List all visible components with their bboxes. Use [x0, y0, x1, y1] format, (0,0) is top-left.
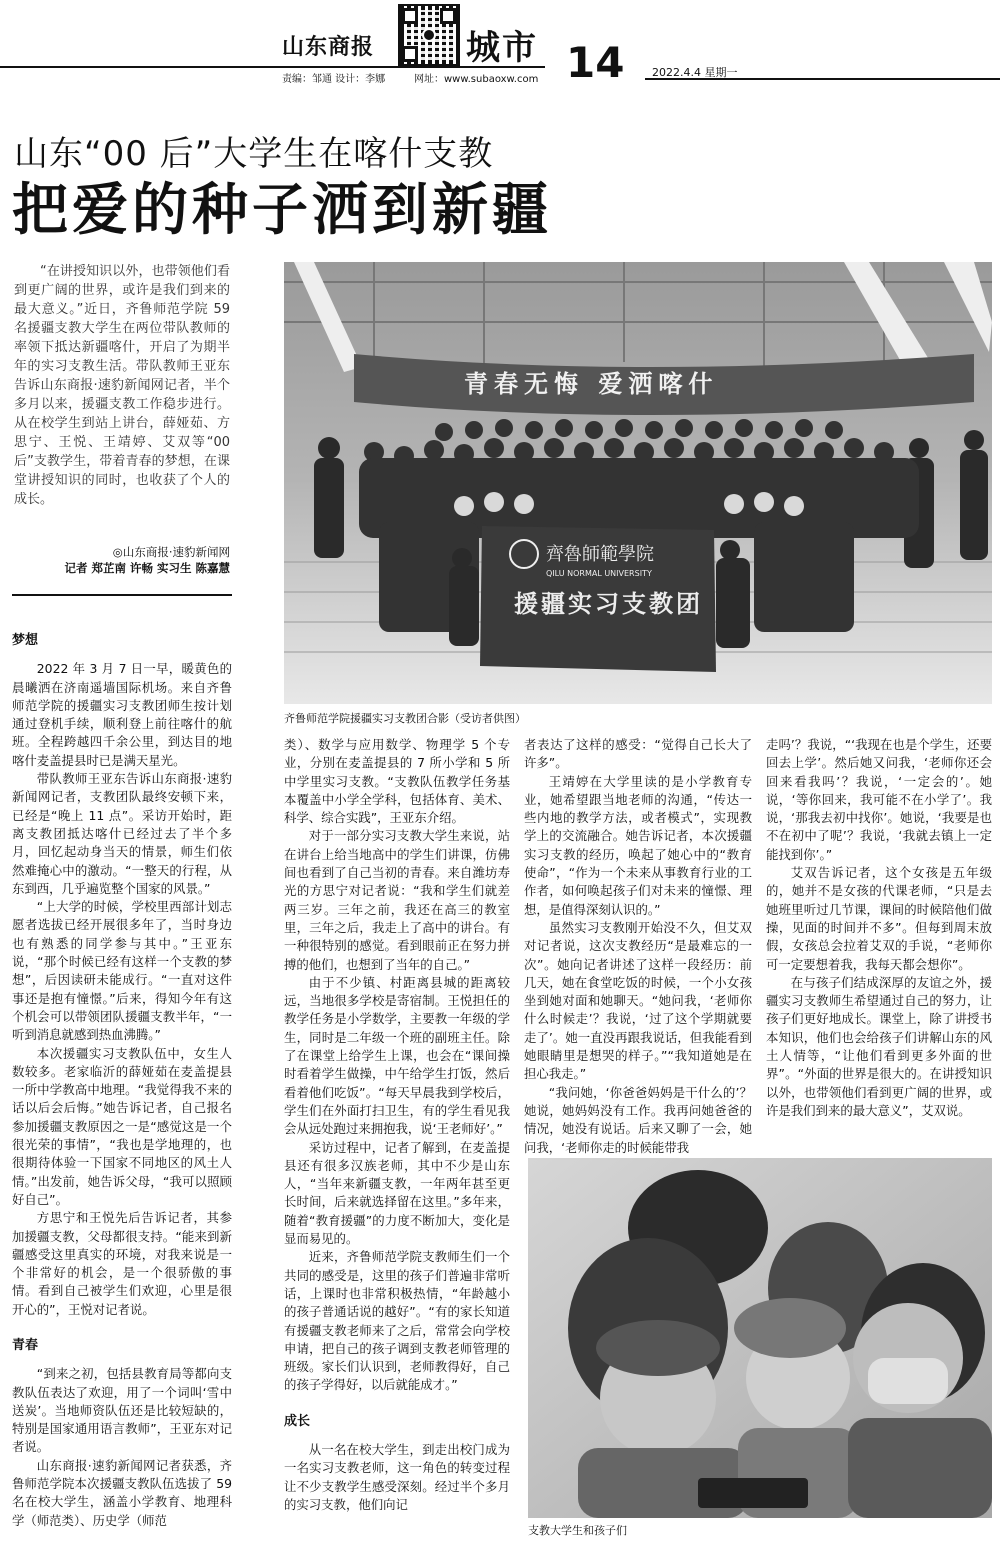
- photo-caption-children: 支教大学生和孩子们: [528, 1524, 627, 1537]
- masthead-brand: 山东商报: [282, 35, 375, 60]
- masthead-rule-right: [645, 78, 1000, 80]
- banner-text: 青春无悔 爱洒喀什: [464, 370, 719, 398]
- column-3: 者表达了这样的感受：“觉得自己长大了许多”。 王靖婷在大学里读的是小学教育专业，她希望跟当地老师的沟通，“传达一些内地的教学方法，或者模式”，实现教学上的交流融合。她告诉记者，本次援疆实习支教的经历，唤起了她心中的“教育使命”，“作为一个未来从事教育行业的工作者，如何唤起孩子们对未来的憧憬、理想，是值得深刻认识的。” 虽然实习支教刚开始没不久，但艾双对记者说，这次支教经历“是最难忘的一次”。她向记者讲述了这样一段经历：前几天，她在食堂吃饭的时候，一个小女孩坐到她对面和她聊天。“她问我，‘老师你什么时候走’？我说，‘过了这个学期就要走了’。她一直没再跟我说话，但我能看到她眼睛里是想哭的样子。”“我知道她是在担心我走。” “我问她，‘你爸爸妈妈是干什么的’？她说，她妈妈没有工作。我再问她爸爸的情况，她没有说话。后来又聊了一会，她问我，‘老师你走的时候能带我: [524, 737, 752, 1155]
- flag-school-cn: 齊魯師範學院: [546, 544, 654, 565]
- school-flag: [480, 526, 716, 672]
- flag-title: 援疆实习支教团: [514, 589, 703, 618]
- issue-date: 2022.4.4 星期一: [652, 66, 738, 79]
- headline-title: 把爱的种子洒到新疆: [12, 178, 552, 243]
- masthead-section: 城市: [466, 28, 538, 68]
- headline-subtitle: 山东“00 后”大学生在喀什支教: [14, 134, 494, 174]
- group-photo: [284, 262, 992, 704]
- children-photo: [528, 1158, 992, 1518]
- byline-source: ◎山东商报·速豹新闻网: [112, 545, 230, 559]
- editor-line: 责编：邹通 设计：李娜: [282, 74, 386, 85]
- masthead-rule: [0, 66, 545, 68]
- photo-caption-group: 齐鲁师范学院援疆实习支教团合影（受访者供图）: [284, 712, 526, 725]
- byline-reporters: 记者 郑芷南 许畅 实习生 陈嘉慧: [64, 561, 230, 575]
- section-heading-youth: 青春: [12, 1337, 39, 1353]
- website-line: 网址：www.subaoxw.com: [414, 74, 539, 85]
- section-heading-growth: 成长: [284, 1413, 311, 1429]
- flag-school-en: QILU NORMAL UNIVERSITY: [546, 569, 652, 578]
- byline: [14, 544, 230, 576]
- column-2: 类）、数学与应用数学、物理学 5 个专业，分别在麦盖提县的 7 所小学和 5 所中学里实习支教。“支教队伍教学任务基本覆盖中小学全学科，包括体育、美术、科学、综合实践”，王亚东介绍。 对于一部分实习支教大学生来说，站在讲台上给当地高中的学生们讲课，仿佛间也看到了自己当初的青春。来自潍坊寿光的方思宁对记者说：“我和学生们就差两三岁。三年之前，我还在高三的教室里，三年之后，我走上了高中的讲台。有一种很特别的感觉。看到眼前正在努力拼搏的他们，也想到了当年的自己。” 由于不少镇、村距离县城的距离较远，当地很多学校是寄宿制。王悦担任的教学任务是小学数学，主要教一年级的学生，同时是二年级一个班的副班主任。除了在课堂上给学生上课，也会在“课间操时看着学生做操，中午给学生打饭，然后看着他们吃饭”。“每天早晨我到学校后，学生们在外面打扫卫生，有的学生看见我会从远处跑过来拥抱我，说‘王老师好’。” 采访过程中，记者了解到，在麦盖提县还有很多汉族老师，其中不少是山东人，“当年来新疆支教，一年两年甚至更长时间，后来就选择留在这里。”多年来，随着“教育援疆”的力度不断加大，变化是显而易见的。 近来，齐鲁师范学院支教师生们一个共同的感受是，这里的孩子们普遍非常听话，上课时也非常积极热情，“年龄越小的孩子普通话说的越好”。“有的家长知道有援疆支教老师来了之后，常常会向学校申请，把自己的孩子调到支教老师管理的班级。家长们认识到，老师教得好，自己的孩子学得好，以后就能成才。” 成长 从一名在校大学生，到走出校门成为一名实习支教老师，这一角色的转变过程让不少支教学生感受深刻。经过半个多月的实习支教，他们向记: [284, 737, 510, 1512]
- page-number: 14: [566, 38, 625, 87]
- lead-paragraph: “在讲授知识以外，也带领他们看到更广阔的世界，或许是我们到来的最大意义。”近日，齐鲁师范学院 59 名援疆支教大学生在两位带队教师的率领下抵达新疆喀什，开启了为期半年的实习支教生活。带队教师王亚东告诉山东商报·速豹新闻网记者，半个多月以来，援疆支教工作稳步进行。从在校学生到站上讲台，薛娅茹、方思宁、王悦、王靖婷、艾双等“00 后”支教学生，带着青春的梦想，在课堂讲授知识的同时，也收获了个人的成长。: [14, 264, 230, 507]
- column-1: 梦想 2022 年 3 月 7 日一早，暖黄色的晨曦洒在济南遥墙国际机场。来自齐鲁师范学院的援疆实习支教团师生按计划通过登机手续，顺利登上前往喀什的航班。全程跨越四千余公里，到达目的地喀什麦盖提县时已是满天星光。 带队教师王亚东告诉山东商报·速豹新闻网记者，支教团队最终安顿下来，已经是“晚上 11 点”。采访开始时，距离支教团抵达喀什已经过去了半个多月，回忆起动身当天的情景，师生们依然难掩心中的激动。“一整天的行程，从东到西，几乎遍览整个国家的风景。” “上大学的时候，学校里西部计划志愿者选拔已经开展很多年了，当时身边也有熟悉的同学参与其中。”王亚东说，“那个时候已经有这样一个支教的梦想”，后因读研未能成行。“一直对这件事还是抱有憧憬。”后来，得知今年有这个机会可以带领团队援疆支教半年，“一听到消息就感到热血沸腾。” 本次援疆实习支教队伍中，女生人数较多。老家临沂的薛娅茹在麦盖提县一所中学教高中地理。“我觉得我不来的话以后会后悔。”她告诉记者，自己报名参加援疆支教原因之一是“感觉这是一个很光荣的事情”，“我也是学地理的，也很期待体验一下国家不同地区的风土人情。”出发前，她告诉父母，“我可以照顾好自己”。 方思宁和王悦先后告诉记者，其参加援疆支教，父母都很支持。“能来到新疆感受这里真实的环境，对我来说是一个非常好的机会，是一个很骄傲的事情。看到自己被学生们欢迎，心里是很开心的”，王悦对记者说。 青春 “到来之初，包括县教育局等都向支教队伍表达了欢迎，用了一个词叫‘雪中送炭’。当地师资队伍还是比较短缺的，特别是国家通用语言教师”，王亚东对记者说。 山东商报·速豹新闻网记者获悉，齐鲁师范学院本次援疆支教队伍选拔了 59 名在校大学生，涵盖小学教育、地理科学（师范类）、历史学（师范: [12, 633, 232, 1528]
- column-4: 走吗’？我说，“‘我现在也是个学生，还要回去上学’。然后她又问我，‘老师你还会回来看我吗’？我说，‘一定会的’。她说，‘等你回来，我可能不在小学了’。我说，‘那我去初中找你’。她说，‘我要是也不在初中了呢’？我说，‘我就去镇上一定能找到你’。” 艾双告诉记者，这个女孩是五年级的，她并不是女孩的代课老师，“只是去她班里听过几节课，课间的时候陪他们做操，见面的时间并不多”。但每到周末放假，女孩总会拉着艾双的手说，“老师你可一定要想着我，我每天都会想你”。 在与孩子们结成深厚的友谊之外，援疆实习支教师生希望通过自己的努力，让孩子们更好地成长。课堂上，除了讲授书本知识，他们也会给孩子们讲解山东的风土人情等，“让他们看到更多外面的世界”。“外面的世界是很大的。在讲授知识以外，也带领他们看到更广阔的世界，或许是我们到来的最大意义”，艾双说。: [766, 737, 992, 1118]
- section-heading-dream: 梦想: [12, 633, 39, 648]
- byline-rule: [12, 594, 232, 596]
- qr-code-icon: [398, 4, 460, 66]
